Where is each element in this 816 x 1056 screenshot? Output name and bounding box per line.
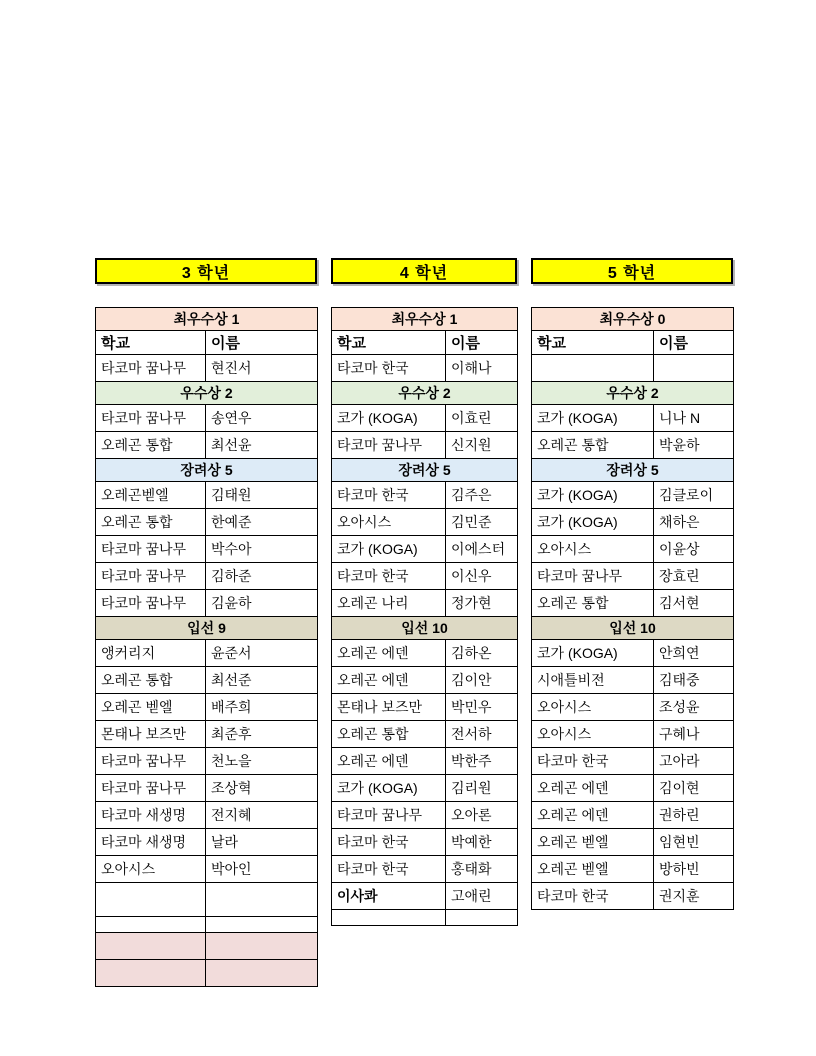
table-row <box>332 563 518 590</box>
school-cell: 몬태나 보즈만 <box>96 721 206 748</box>
name-cell: 최준후 <box>206 721 318 748</box>
table-row <box>332 748 518 775</box>
table-row <box>532 721 734 748</box>
school-column-header: 학교 <box>532 331 654 355</box>
name-cell: 이효린 <box>446 405 518 432</box>
name-cell: 박수아 <box>206 536 318 563</box>
name-cell: 최선준 <box>206 667 318 694</box>
table-row <box>96 721 318 748</box>
name-cell: 오아론 <box>446 802 518 829</box>
grade-banner: 5 학년 <box>531 258 733 284</box>
school-cell: 타코마 한국 <box>332 355 446 382</box>
school-cell: 오레곤 벧엘 <box>532 829 654 856</box>
table-row <box>532 482 734 509</box>
column-header-row <box>332 331 518 355</box>
table-row <box>96 775 318 802</box>
school-cell: 타코마 한국 <box>532 748 654 775</box>
section-header: 최우수상 0 <box>532 308 734 331</box>
section-header: 우수상 2 <box>532 382 734 405</box>
grade-banner: 4 학년 <box>331 258 517 284</box>
column-header-row <box>96 331 318 355</box>
table-row <box>332 355 518 382</box>
award-table <box>531 307 734 910</box>
name-cell: 김하준 <box>206 563 318 590</box>
name-cell: 권하린 <box>654 802 734 829</box>
table-row <box>332 432 518 459</box>
name-cell: 권지훈 <box>654 883 734 910</box>
name-cell: 배주희 <box>206 694 318 721</box>
school-cell: 오레곤 통합 <box>332 721 446 748</box>
name-cell: 신지원 <box>446 432 518 459</box>
name-cell: 구혜나 <box>654 721 734 748</box>
name-cell: 장효린 <box>654 563 734 590</box>
table-row <box>532 856 734 883</box>
table-row <box>332 405 518 432</box>
name-cell: 이윤상 <box>654 536 734 563</box>
school-cell: 오레곤 벧엘 <box>96 694 206 721</box>
school-cell <box>96 917 206 933</box>
name-cell: 정가현 <box>446 590 518 617</box>
name-cell: 고아라 <box>654 748 734 775</box>
school-cell: 오아시스 <box>532 694 654 721</box>
name-cell: 천노을 <box>206 748 318 775</box>
school-cell: 몬태나 보즈만 <box>332 694 446 721</box>
school-column-header: 학교 <box>96 331 206 355</box>
name-cell: 박예한 <box>446 829 518 856</box>
name-cell: 니나 N <box>654 405 734 432</box>
name-cell: 김클로이 <box>654 482 734 509</box>
school-cell: 오레곤벧엘 <box>96 482 206 509</box>
name-cell: 김태원 <box>206 482 318 509</box>
table-row <box>96 883 318 917</box>
name-column-header: 이름 <box>206 331 318 355</box>
column-header-row <box>532 331 734 355</box>
school-cell: 코가 (KOGA) <box>332 775 446 802</box>
table-row <box>96 405 318 432</box>
school-cell: 타코마 꿈나무 <box>96 590 206 617</box>
table-row <box>96 694 318 721</box>
table-row <box>332 856 518 883</box>
name-column-header: 이름 <box>654 331 734 355</box>
school-cell: 코가 (KOGA) <box>532 509 654 536</box>
section-header: 입선 10 <box>332 617 518 640</box>
name-cell: 김주은 <box>446 482 518 509</box>
grade-banner: 3 학년 <box>95 258 317 284</box>
name-cell: 조성윤 <box>654 694 734 721</box>
school-cell: 타코마 꿈나무 <box>96 775 206 802</box>
table-row <box>332 482 518 509</box>
school-cell: 타코마 꿈나무 <box>532 563 654 590</box>
table-row <box>532 563 734 590</box>
table-row <box>332 694 518 721</box>
table-row <box>96 536 318 563</box>
name-cell <box>206 917 318 933</box>
school-cell <box>532 355 654 382</box>
school-cell: 오레곤 통합 <box>96 667 206 694</box>
table-row <box>332 883 518 910</box>
table-row <box>96 960 318 987</box>
table-row <box>332 536 518 563</box>
school-cell: 코가 (KOGA) <box>532 482 654 509</box>
table-row <box>332 667 518 694</box>
name-cell: 윤준서 <box>206 640 318 667</box>
school-cell: 코가 (KOGA) <box>532 405 654 432</box>
school-cell: 오레곤 에덴 <box>332 667 446 694</box>
table-row <box>96 355 318 382</box>
school-cell: 오아시스 <box>96 856 206 883</box>
school-cell: 타코마 꿈나무 <box>96 563 206 590</box>
table-row <box>96 590 318 617</box>
school-cell: 오아시스 <box>532 536 654 563</box>
name-cell: 채하은 <box>654 509 734 536</box>
table-row <box>96 748 318 775</box>
table-row <box>96 917 318 933</box>
school-cell: 오레곤 통합 <box>96 432 206 459</box>
school-cell: 타코마 새생명 <box>96 829 206 856</box>
school-cell <box>96 960 206 987</box>
name-column-header: 이름 <box>446 331 518 355</box>
school-cell: 타코마 꿈나무 <box>96 536 206 563</box>
name-cell: 박윤하 <box>654 432 734 459</box>
school-cell: 오레곤 나리 <box>332 590 446 617</box>
name-cell <box>446 910 518 926</box>
section-header: 최우수상 1 <box>96 308 318 331</box>
award-table <box>95 307 318 987</box>
table-row <box>532 748 734 775</box>
school-cell: 타코마 한국 <box>332 482 446 509</box>
school-cell: 타코마 한국 <box>332 856 446 883</box>
name-cell: 임현빈 <box>654 829 734 856</box>
table-row <box>96 829 318 856</box>
award-table <box>331 307 518 926</box>
school-cell: 타코마 새생명 <box>96 802 206 829</box>
name-cell <box>206 883 318 917</box>
table-row <box>332 775 518 802</box>
name-cell: 김태중 <box>654 667 734 694</box>
section-header: 입선 9 <box>96 617 318 640</box>
school-cell: 오아시스 <box>332 509 446 536</box>
table-row <box>332 802 518 829</box>
table-row <box>96 667 318 694</box>
school-cell: 타코마 꿈나무 <box>96 355 206 382</box>
table-row <box>532 640 734 667</box>
school-cell: 오레곤 에덴 <box>532 775 654 802</box>
table-row <box>332 721 518 748</box>
name-cell: 이에스터 <box>446 536 518 563</box>
table-row <box>532 802 734 829</box>
table-row <box>96 563 318 590</box>
school-cell <box>332 910 446 926</box>
school-cell <box>96 883 206 917</box>
school-cell: 타코마 한국 <box>332 563 446 590</box>
name-cell <box>206 960 318 987</box>
section-header: 장려상 5 <box>532 459 734 482</box>
name-cell: 김이안 <box>446 667 518 694</box>
name-cell: 날라 <box>206 829 318 856</box>
name-cell: 전서하 <box>446 721 518 748</box>
table-row <box>96 640 318 667</box>
section-header: 최우수상 1 <box>332 308 518 331</box>
name-cell: 한예준 <box>206 509 318 536</box>
name-cell: 김하온 <box>446 640 518 667</box>
name-cell: 최선윤 <box>206 432 318 459</box>
name-cell: 전지혜 <box>206 802 318 829</box>
table-row <box>332 910 518 926</box>
name-cell: 박한주 <box>446 748 518 775</box>
table-row <box>532 590 734 617</box>
table-row <box>532 775 734 802</box>
table-row <box>532 829 734 856</box>
school-cell: 오레곤 에덴 <box>332 748 446 775</box>
school-cell: 오레곤 통합 <box>96 509 206 536</box>
school-cell: 타코마 꿈나무 <box>96 405 206 432</box>
name-cell: 송연우 <box>206 405 318 432</box>
school-cell: 앵커리지 <box>96 640 206 667</box>
table-row <box>532 405 734 432</box>
school-column-header: 학교 <box>332 331 446 355</box>
name-cell: 이해나 <box>446 355 518 382</box>
table-row <box>532 883 734 910</box>
school-cell: 타코마 꿈나무 <box>96 748 206 775</box>
table-row <box>332 509 518 536</box>
school-cell: 코가 (KOGA) <box>332 536 446 563</box>
school-cell <box>96 933 206 960</box>
table-row <box>532 509 734 536</box>
table-row <box>532 536 734 563</box>
school-cell: 오레곤 통합 <box>532 590 654 617</box>
school-cell: 타코마 한국 <box>332 829 446 856</box>
school-cell: 시애틀비전 <box>532 667 654 694</box>
table-row <box>532 667 734 694</box>
school-cell: 이사콰 <box>332 883 446 910</box>
table-row <box>96 856 318 883</box>
name-cell: 박민우 <box>446 694 518 721</box>
table-row <box>96 802 318 829</box>
name-cell: 김윤하 <box>206 590 318 617</box>
table-row <box>332 590 518 617</box>
section-header: 입선 10 <box>532 617 734 640</box>
name-cell: 박아인 <box>206 856 318 883</box>
name-cell: 방하빈 <box>654 856 734 883</box>
table-row <box>332 640 518 667</box>
name-cell: 이신우 <box>446 563 518 590</box>
school-cell: 코가 (KOGA) <box>332 405 446 432</box>
name-cell: 김서현 <box>654 590 734 617</box>
school-cell: 오레곤 벧엘 <box>532 856 654 883</box>
name-cell: 고애린 <box>446 883 518 910</box>
school-cell: 코가 (KOGA) <box>532 640 654 667</box>
school-cell: 오레곤 에덴 <box>532 802 654 829</box>
school-cell: 오레곤 통합 <box>532 432 654 459</box>
section-header: 우수상 2 <box>96 382 318 405</box>
table-row <box>96 933 318 960</box>
name-cell: 안희연 <box>654 640 734 667</box>
name-cell: 홍태화 <box>446 856 518 883</box>
name-cell: 김민준 <box>446 509 518 536</box>
school-cell: 오레곤 에덴 <box>332 640 446 667</box>
name-cell: 김이현 <box>654 775 734 802</box>
name-cell <box>206 933 318 960</box>
school-cell: 타코마 꿈나무 <box>332 432 446 459</box>
section-header: 우수상 2 <box>332 382 518 405</box>
table-row <box>332 829 518 856</box>
table-row <box>96 509 318 536</box>
name-cell: 현진서 <box>206 355 318 382</box>
name-cell: 김리원 <box>446 775 518 802</box>
table-row <box>532 355 734 382</box>
school-cell: 오아시스 <box>532 721 654 748</box>
name-cell <box>654 355 734 382</box>
school-cell: 타코마 한국 <box>532 883 654 910</box>
section-header: 장려상 5 <box>332 459 518 482</box>
table-row <box>532 432 734 459</box>
school-cell: 타코마 꿈나무 <box>332 802 446 829</box>
table-row <box>96 482 318 509</box>
section-header: 장려상 5 <box>96 459 318 482</box>
name-cell: 조상혁 <box>206 775 318 802</box>
table-row <box>532 694 734 721</box>
table-row <box>96 432 318 459</box>
